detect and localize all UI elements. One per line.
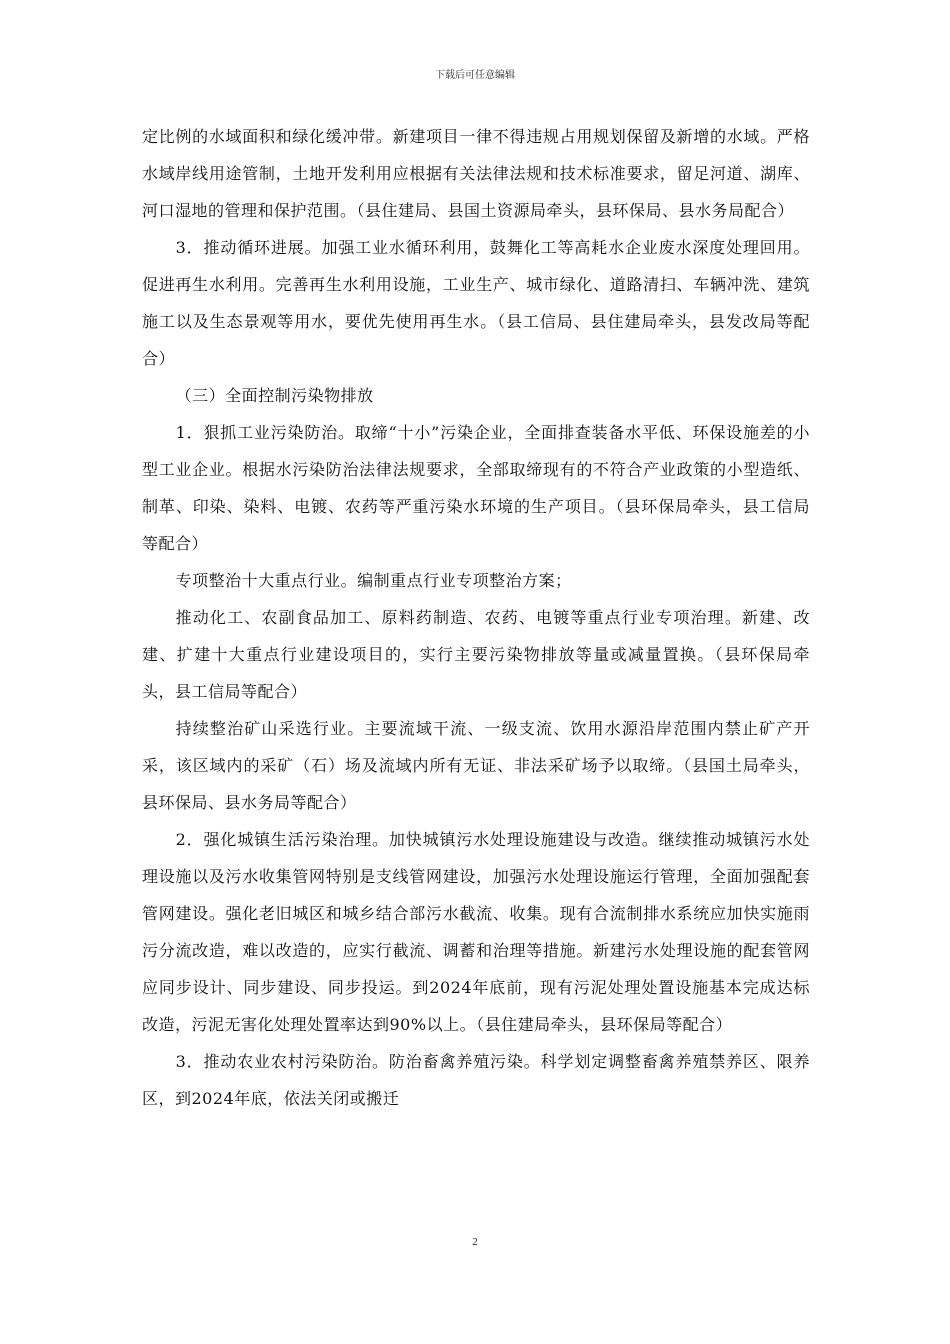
paragraph: 持续整治矿山采选行业。主要流域干流、一级支流、饮用水源沿岸范围内禁止矿产开采，该区域内的采矿（石）场及流域内所有无证、非法采矿场予以取缔。（县国土局牵头，县环保局、县水务局等配合） bbox=[142, 719, 810, 812]
page-header: 下载后可任意编辑 bbox=[435, 70, 515, 81]
paragraph: 3．推动循环进展。加强工业水循环利用，鼓舞化工等高耗水企业废水深度处理回用。促进再生水利用。完善再生水利用设施，工业生产、城市绿化、道路清扫、车辆冲洗、建筑施工以及生态景观等用水，要优先使用再生水。（县工信局、县住建局牵头，县发改局等配合） bbox=[142, 238, 810, 368]
paragraph: 定比例的水域面积和绿化缓冲带。新建项目一律不得违规占用规划保留及新增的水域。严格水域岸线用途管制，土地开发利用应根据有关法律法规和技术标准要求，留足河道、湖库、河口湿地的管理和保护范围。（县住建局、县国土资源局牵头，县环保局、县水务局配合） bbox=[142, 127, 810, 220]
paragraph: 1．狠抓工业污染防治。取缔“十小”污染企业，全面排查装备水平低、环保设施差的小型工业企业。根据水污染防治法律法规要求，全部取缔现有的不符合产业政策的小型造纸、制革、印染、染料、电镀、农药等严重污染水环境的生产项目。（县环保局牵头，县工信局等配合） bbox=[142, 423, 810, 553]
paragraph: 2．强化城镇生活污染治理。加快城镇污水处理设施建设与改造。继续推动城镇污水处理设施以及污水收集管网特别是支线管网建设，加强污水处理设施运行管理，全面加强配套管网建设。强化老旧城区和城乡结合部污水截流、收集。现有合流制排水系统应加快实施雨污分流改造，难以改造的，应实行截流、调蓄和治理等措施。新建污水处理设施的配套管网应同步设计、同步建设、同步投运。到2024年底前，现有污泥处理处置设施基本完成达标改造，污泥无害化处理处置率达到90%以上。（县住建局牵头，县环保局等配合） bbox=[142, 830, 810, 1034]
paragraph: 推动化工、农副食品加工、原料药制造、农药、电镀等重点行业专项治理。新建、改建、扩建十大重点行业建设项目的，实行主要污染物排放等量或减量置换。（县环保局牵头，县工信局等配合） bbox=[142, 608, 810, 701]
section-heading: （三）全面控制污染物排放 bbox=[175, 386, 374, 405]
page-number: 2 bbox=[472, 1236, 478, 1248]
paragraph: 专项整治十大重点行业。编制重点行业专项整治方案； bbox=[175, 571, 572, 590]
document-body bbox=[142, 118, 810, 1117]
paragraph: 3．推动农业农村污染防治。防治畜禽养殖污染。科学划定调整畜禽养殖禁养区、限养区，到2024年底，依法关闭或搬迁 bbox=[142, 1052, 810, 1108]
